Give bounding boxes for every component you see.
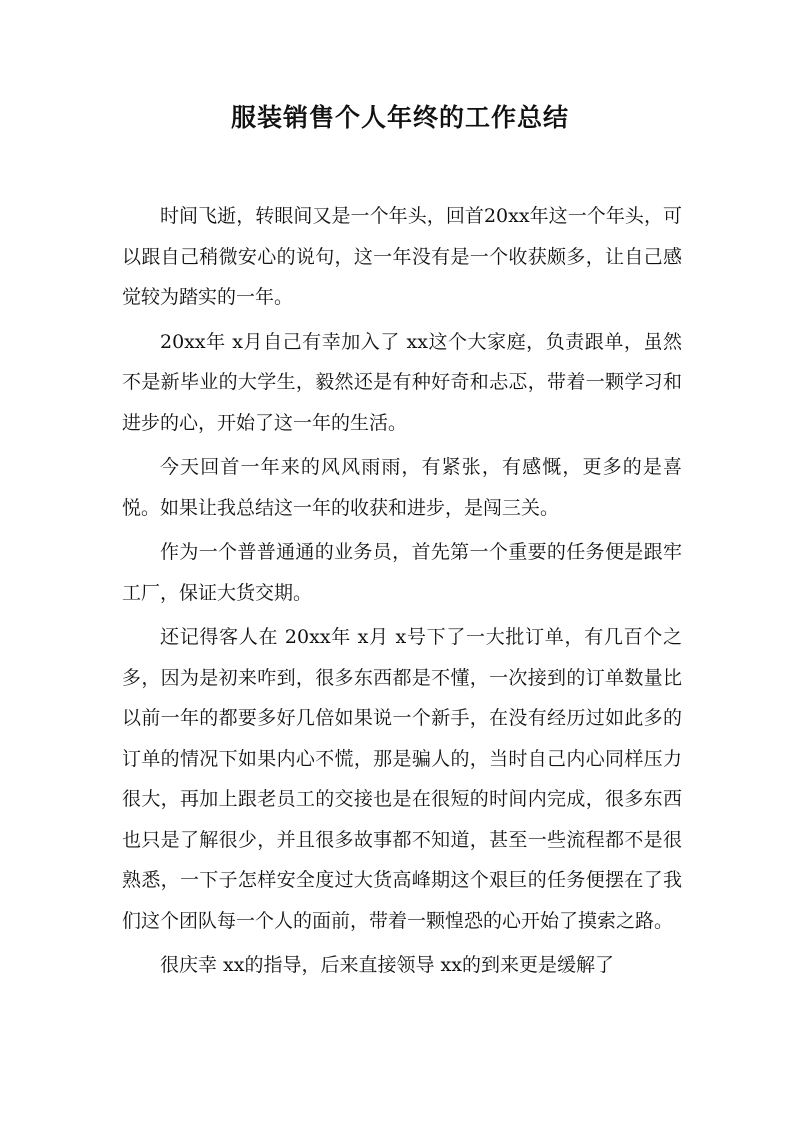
paragraph-1: 时间飞逝，转眼间又是一个年头，回首20xx年这一个年头，可以跟自己稍微安心的说句，这一年没有是一个收获颇多，让自己感觉较为踏实的一年。 [122,205,682,308]
paragraph-2: 20xx年 x月自己有幸加入了 xx这个大家庭，负责跟单，虽然不是新毕业的大学生，毅然还是有种好奇和忐忑，带着一颗学习和进步的心，开始了这一年的生活。 [122,330,682,434]
paragraph-6: 很庆幸 xx的指导，后来直接领导 xx的到来更是缓解了 [160,954,614,976]
document-title: 服装销售个人年终的工作总结 [230,103,569,132]
paragraph-3: 今天回首一年来的风风雨雨，有紧张，有感慨，更多的是喜悦。如果让我总结这一年的收获和进步，是闯三关。 [122,456,682,519]
paragraph-5: 还记得客人在 20xx年 x月 x号下了一大批订单，有几百个之多，因为是初来咋到，很多东西都是不懂，一次接到的订单数量比以前一年的都要多好几倍如果说一个新手，在没有经历过如此多的订单的情况下如果内心不慌，那是骗人的，当时自己内心同样压力很大，再加上跟老员工的交接也是在很短的时间内完成，很多东西也只是了解很少，并且很多故事都不知道，甚至一些流程都不是很熟悉，一下子怎样安全度过大货高峰期这个艰巨的任务便摆在了我们这个团队每一个人的面前，带着一颗惶恐的心开始了摸索之路。 [122,626,682,932]
paragraph-4: 作为一个普普通通的业务员，首先第一个重要的任务便是跟牢工厂，保证大货交期。 [122,541,682,604]
document-body [122,196,682,990]
